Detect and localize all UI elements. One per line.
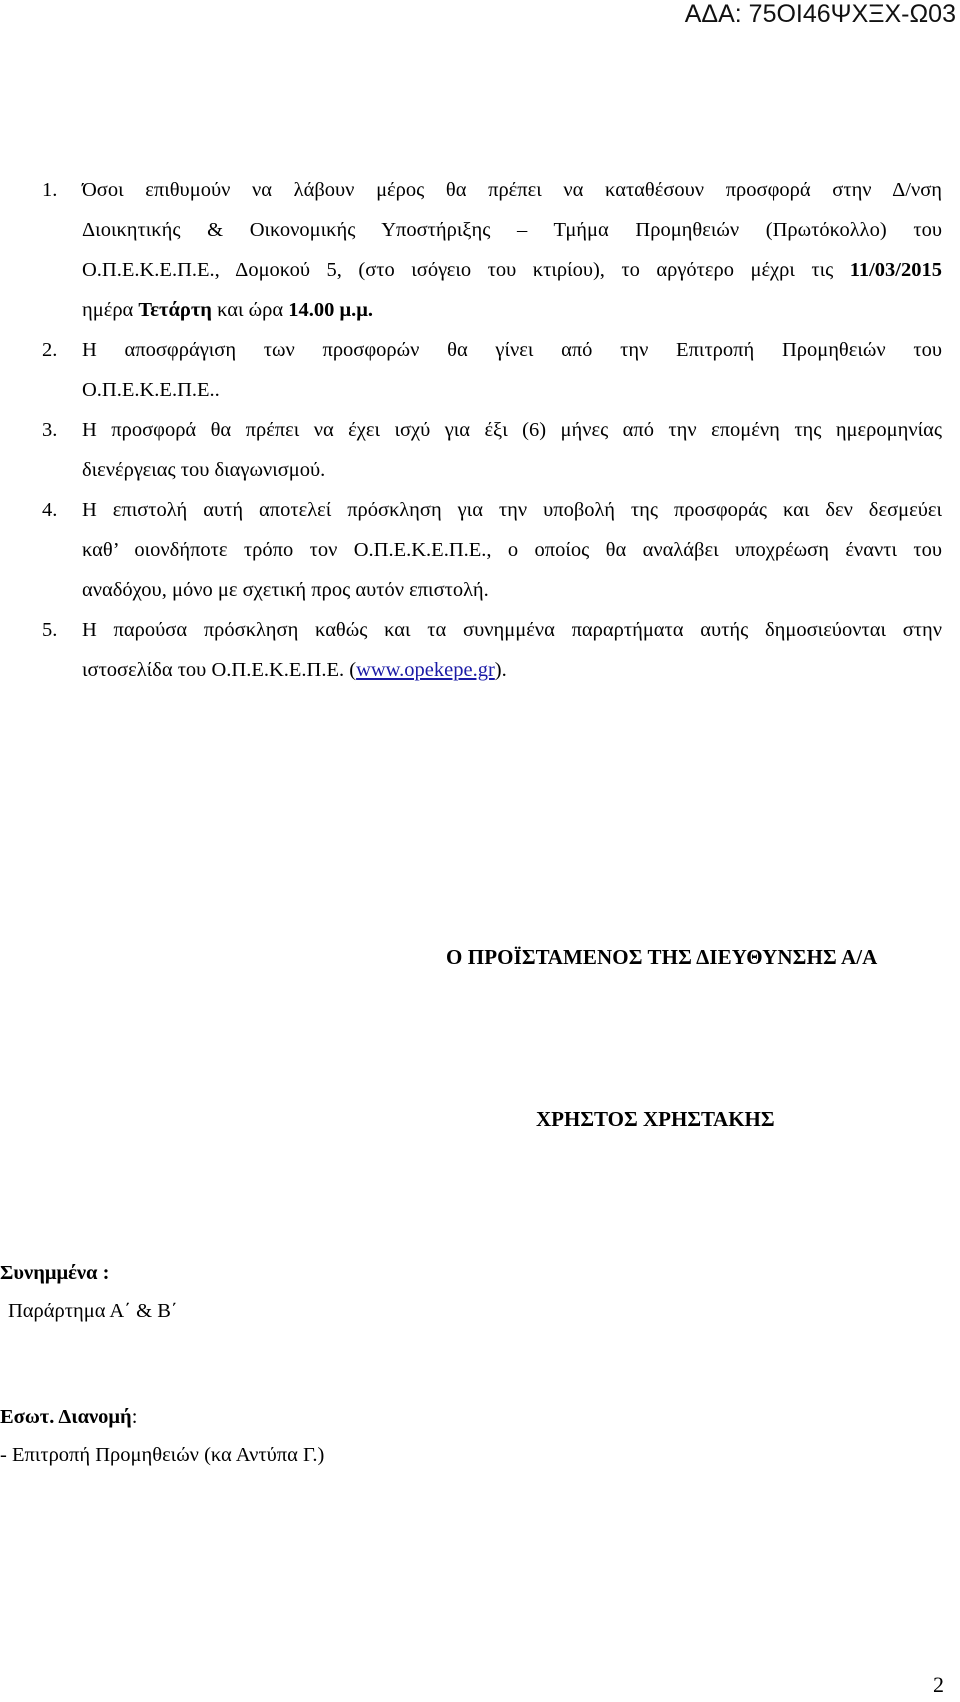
item-line: καθ’ οιονδήποτε τρόπο τον Ο.Π.Ε.Κ.Ε.Π.Ε., ο οποίος θα αναλάβει υποχρέωση έναντι του xyxy=(82,539,942,561)
item-text: Ο.Π.Ε.Κ.Ε.Π.Ε., Δομοκού 5, (στο ισόγειο του κτιρίου), το αργότερο μέχρι τις xyxy=(82,259,850,281)
website-link[interactable]: www.opekepe.gr xyxy=(356,659,495,681)
item-line: αναδόχου, μόνο με σχετική προς αυτόν επιστολή. xyxy=(82,579,489,601)
item-number: 3. xyxy=(42,419,58,441)
terms-list xyxy=(42,170,942,690)
item-line: Η προσφορά θα πρέπει να έχει ισχύ για έξι (6) μήνες από την επομένη της ημερομηνίας xyxy=(82,419,942,441)
item-line: Η παρούσα πρόσκληση καθώς και τα συνημμένα παραρτήματα αυτής δημοσιεύονται στην xyxy=(82,619,942,641)
item-text: ιστοσελίδα του Ο.Π.Ε.Κ.Ε.Π.Ε. ( xyxy=(82,659,357,681)
item-number: 4. xyxy=(42,499,58,521)
signatory-name: ΧΡΗΣΤΟΣ ΧΡΗΣΤΑΚΗΣ xyxy=(536,1107,775,1131)
list-item xyxy=(42,410,942,490)
item-number: 1. xyxy=(42,179,58,201)
distribution-label-text: Εσωτ. Διανομή xyxy=(0,1406,132,1428)
attachments-label: Συνημμένα : xyxy=(0,1262,110,1284)
distribution-item: - Επιτροπή Προμηθειών (κα Αντύπα Γ.) xyxy=(0,1444,325,1466)
item-line: Η επιστολή αυτή αποτελεί πρόσκληση για την υποβολή της προσφοράς και δεν δεσμεύει xyxy=(82,499,942,521)
list-item xyxy=(42,490,942,610)
item-line: Διοικητικής & Οικονομικής Υποστήριξης – Τμήμα Προμηθειών (Πρωτόκολλο) του xyxy=(82,219,942,241)
list-item xyxy=(42,610,942,690)
list-item xyxy=(42,170,942,330)
item-line: Όσοι επιθυμούν να λάβουν μέρος θα πρέπει να καταθέσουν προσφορά στην Δ/νση xyxy=(82,179,942,201)
item-number: 2. xyxy=(42,339,58,361)
item-text: και ώρα xyxy=(211,299,289,321)
item-line xyxy=(82,290,942,330)
page-number: 2 xyxy=(933,1672,944,1697)
distribution-label xyxy=(0,1406,137,1429)
item-text: ημέρα xyxy=(82,299,139,321)
list-item xyxy=(42,330,942,410)
item-line xyxy=(82,250,942,290)
ada-code: ΑΔΑ: 75ΟΙ46ΨΧΞΧ-Ω03 xyxy=(684,0,956,28)
attachments-item: Παράρτημα Α΄ & Β΄ xyxy=(8,1300,178,1322)
item-line: διενέργειας του διαγωνισμού. xyxy=(82,459,326,481)
item-line xyxy=(82,650,942,690)
item-line: Η αποσφράγιση των προσφορών θα γίνει από την Επιτροπή Προμηθειών του xyxy=(82,339,942,361)
item-number: 5. xyxy=(42,619,58,641)
signatory-title: Ο ΠΡΟΪΣΤΑΜΕΝΟΣ ΤΗΣ ΔΙΕΥΘΥΝΣΗΣ Α/Α xyxy=(446,945,878,969)
deadline-day: Τετάρτη xyxy=(138,299,212,321)
deadline-time: 14.00 μ.μ. xyxy=(288,299,373,321)
deadline-date: 11/03/2015 xyxy=(849,259,942,281)
item-line: Ο.Π.Ε.Κ.Ε.Π.Ε.. xyxy=(82,379,220,401)
item-text: ). xyxy=(494,659,507,681)
distribution-label-colon: : xyxy=(131,1406,138,1428)
